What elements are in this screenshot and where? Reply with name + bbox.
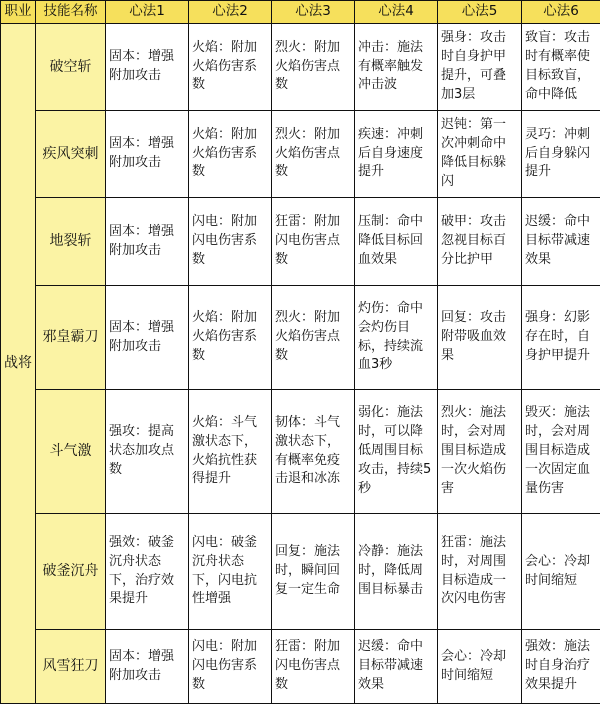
xinfa-cell: 烈火：附加火焰伤害点数 — [272, 24, 355, 111]
job-cell: 战将 — [1, 24, 36, 704]
xinfa-cell: 回复：施法时，瞬间回复一定生命 — [272, 514, 355, 630]
header-row — [1, 1, 600, 24]
skill-name: 邪皇霸刀 — [36, 286, 106, 390]
xinfa-cell: 狂雷：附加闪电伤害点数 — [272, 630, 355, 704]
xinfa-cell: 烈火：施法时，会对周围目标造成一次火焰伤害 — [438, 390, 522, 514]
xinfa-cell: 毁灭：施法时，会对周围目标造成一次固定血量伤害 — [522, 390, 600, 514]
xinfa-cell: 灵巧：冲刺后自身躲闪提升 — [522, 111, 600, 198]
xinfa-cell: 迟缓：命中目标带减速效果 — [522, 198, 600, 286]
table-row — [1, 198, 600, 286]
xinfa-cell: 灼伤：命中会灼伤目标，持续流血3秒 — [355, 286, 438, 390]
skill-name: 风雪狂刀 — [36, 630, 106, 704]
xinfa-cell: 闪电：附加闪电伤害系数 — [189, 630, 272, 704]
xinfa-cell: 强身：攻击时自身护甲提升，可叠加3层 — [438, 24, 522, 111]
table-row — [1, 390, 600, 514]
xinfa-cell: 烈火：附加火焰伤害点数 — [272, 111, 355, 198]
skill-name: 斗气激 — [36, 390, 106, 514]
header-xinfa-5: 心法5 — [438, 1, 522, 24]
xinfa-cell: 烈火：附加火焰伤害点数 — [272, 286, 355, 390]
header-xinfa-4: 心法4 — [355, 1, 438, 24]
xinfa-cell: 固本：增强附加攻击 — [106, 111, 189, 198]
xinfa-cell: 强效：施法时自身治疗效果提升 — [522, 630, 600, 704]
skill-name: 破空斩 — [36, 24, 106, 111]
xinfa-cell: 冲击：施法有概率触发冲击波 — [355, 24, 438, 111]
table-row — [1, 111, 600, 198]
skill-name: 破釜沉舟 — [36, 514, 106, 630]
xinfa-cell: 破甲：攻击忽视目标百分比护甲 — [438, 198, 522, 286]
skill-name: 地裂斩 — [36, 198, 106, 286]
xinfa-cell: 固本：增强附加攻击 — [106, 286, 189, 390]
table-row — [1, 286, 600, 390]
header-xinfa-3: 心法3 — [272, 1, 355, 24]
xinfa-cell: 迟缓：命中目标带减速效果 — [355, 630, 438, 704]
xinfa-cell: 韧体：斗气激状态下，有概率免疫击退和冰冻 — [272, 390, 355, 514]
header-skill-name: 技能名称 — [36, 1, 106, 24]
xinfa-cell: 会心：冷却时间缩短 — [522, 514, 600, 630]
xinfa-cell: 弱化：施法时，可以降低周围目标攻击，持续5秒 — [355, 390, 438, 514]
xinfa-cell: 闪电：破釜沉舟状态下，闪电抗性增强 — [189, 514, 272, 630]
xinfa-cell: 狂雷：施法时，对周围目标造成一次闪电伤害 — [438, 514, 522, 630]
table-row — [1, 514, 600, 630]
xinfa-cell: 火焰：附加火焰伤害系数 — [189, 111, 272, 198]
xinfa-cell: 火焰：附加火焰伤害系数 — [189, 24, 272, 111]
header-xinfa-1: 心法1 — [106, 1, 189, 24]
skill-name: 疾风突刺 — [36, 111, 106, 198]
xinfa-cell: 压制：命中降低目标回血效果 — [355, 198, 438, 286]
xinfa-cell: 回复：攻击附带吸血效果 — [438, 286, 522, 390]
xinfa-cell: 强攻：提高状态加攻点数 — [106, 390, 189, 514]
xinfa-cell: 火焰：附加火焰伤害系数 — [189, 286, 272, 390]
xinfa-cell: 冷静：施法时，降低周围目标暴击 — [355, 514, 438, 630]
header-xinfa-2: 心法2 — [189, 1, 272, 24]
xinfa-cell: 火焰：斗气激状态下，火焰抗性获得提升 — [189, 390, 272, 514]
xinfa-cell: 强效：破釜沉舟状态下，治疗效果提升 — [106, 514, 189, 630]
xinfa-cell: 迟钝：第一次冲刺命中降低目标躲闪 — [438, 111, 522, 198]
xinfa-cell: 固本：增强附加攻击 — [106, 630, 189, 704]
header-xinfa-6: 心法6 — [522, 1, 600, 24]
xinfa-cell: 疾速：冲刺后自身速度提升 — [355, 111, 438, 198]
header-job: 职业 — [1, 1, 36, 24]
xinfa-cell: 强身：幻影存在时，自身护甲提升 — [522, 286, 600, 390]
xinfa-cell: 固本：增强附加攻击 — [106, 24, 189, 111]
xinfa-cell: 致盲：攻击时有概率使目标致盲，命中降低 — [522, 24, 600, 111]
xinfa-cell: 会心：冷却时间缩短 — [438, 630, 522, 704]
table-row — [1, 630, 600, 704]
xinfa-cell: 狂雷：附加闪电伤害点数 — [272, 198, 355, 286]
xinfa-cell: 闪电：附加闪电伤害系数 — [189, 198, 272, 286]
xinfa-cell: 固本：增强附加攻击 — [106, 198, 189, 286]
table-row — [1, 24, 600, 111]
